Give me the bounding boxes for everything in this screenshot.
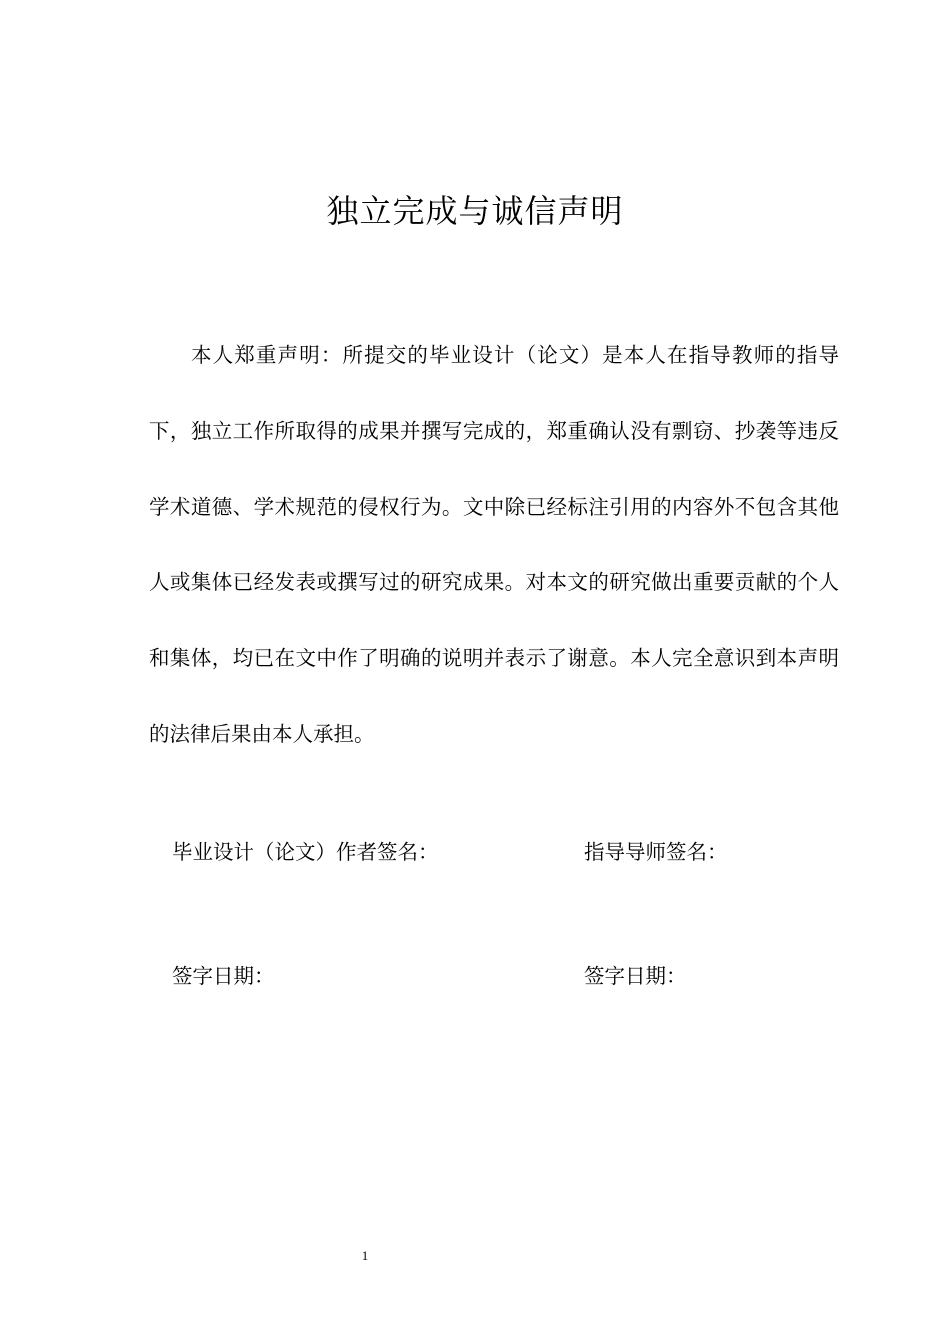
author-date-label: 签字日期：: [172, 964, 275, 988]
author-signature-label: 毕业设计（论文）作者签名：: [172, 840, 439, 864]
page-number: 1: [361, 1248, 369, 1263]
advisor-date-label: 签字日期：: [584, 964, 687, 988]
advisor-signature-label: 指导导师签名：: [584, 840, 728, 864]
page-title: 独立完成与诚信声明: [326, 192, 624, 231]
declaration-paragraph: 本人郑重声明：所提交的毕业设计（论文）是本人在指导教师的指导下，独立工作所取得的成果并撰写完成的，郑重确认没有剽窃、抄袭等违反学术道德、学术规范的侵权行为。文中除已经标注引用的内容外不包含其他人或集体已经发表或撰写过的研究成果。对本文的研究做出重要贡献的个人和集体，均已在文中作了明确的说明并表示了谢意。本人完全意识到本声明的法律后果由本人承担。: [149, 343, 839, 746]
